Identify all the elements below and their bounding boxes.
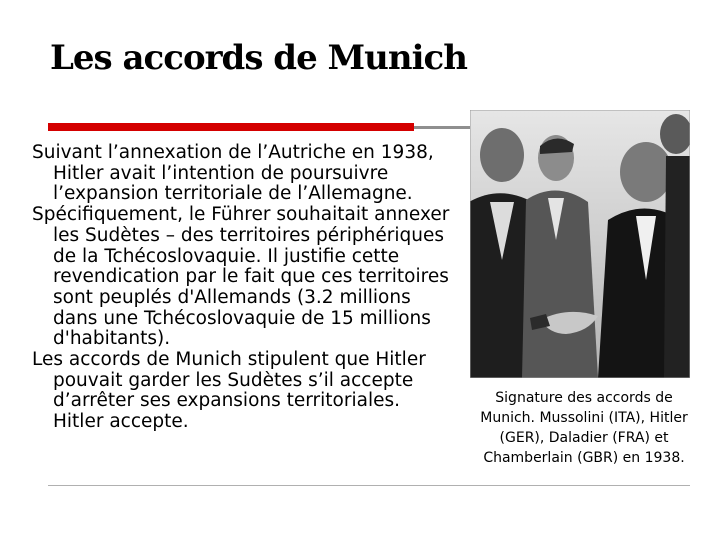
historical-photo (470, 110, 690, 378)
paragraph-sudetes: Spécifiquement, le Führer souhaitait annexer les Sudètes – des territoires périphériques de la Tchécoslovaquie. Il justifie cette revendication par le fait que ces territoires sont peuplés d'Allemands (3.2 millions dans une Tchécoslovaquie de 15 millions d'habitants). (32, 204, 450, 350)
paragraph-annexation: Suivant l’annexation de l’Autriche en 1938, Hitler avait l’intention de poursuivre l’expansion territoriale de l’Allemagne. (32, 142, 434, 205)
photo-caption: Signature des accords de Munich. Mussolini (ITA), Hitler (GER), Daladier (FRA) et Chamberlain (GBR) en 1938. (480, 390, 688, 466)
paragraph-accords: Les accords de Munich stipulent que Hitler pouvait garder les Sudètes s’il accepte d’arrêter ses expansions territoriales. Hitler accepte. (32, 349, 426, 433)
title-rule-red (48, 123, 414, 131)
body-text (32, 143, 452, 433)
bottom-rule (48, 485, 690, 486)
slide-title: Les accords de Munich (50, 38, 467, 78)
title-rule-gray (414, 126, 470, 129)
